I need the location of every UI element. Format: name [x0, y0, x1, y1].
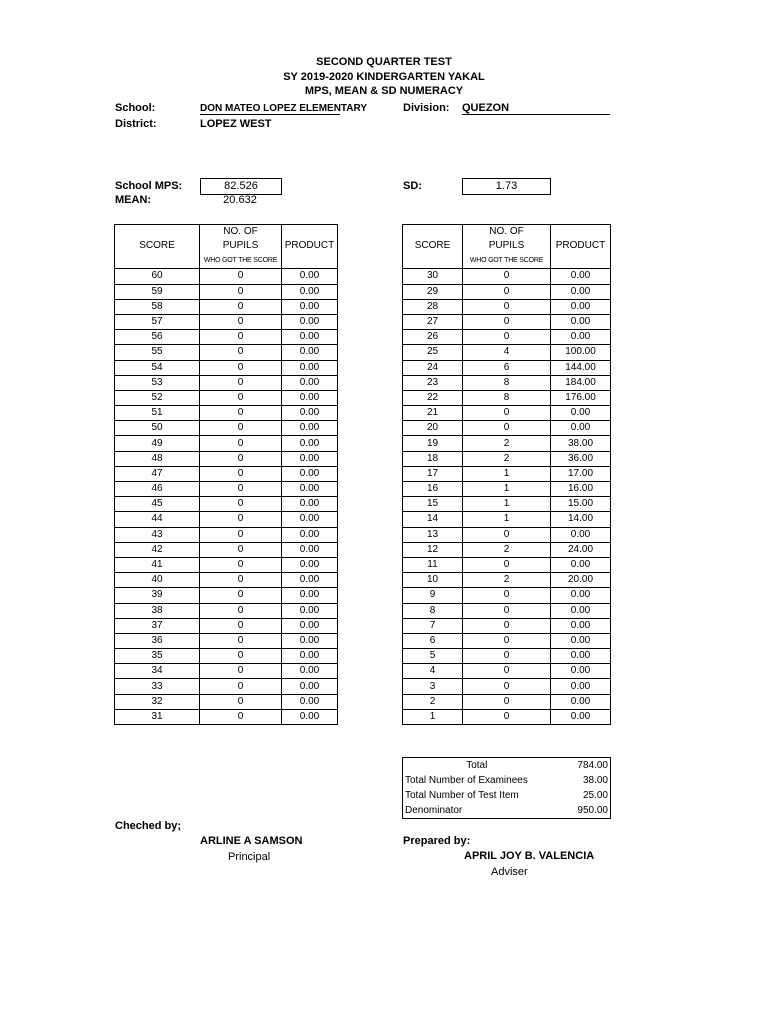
total-label: Total [466, 760, 488, 771]
pupils-cell: 0 [463, 269, 551, 284]
product-cell: 0.00 [282, 466, 338, 481]
product-cell: 0.00 [282, 330, 338, 345]
product-cell: 36.00 [551, 451, 611, 466]
table-row [403, 694, 611, 709]
score-cell: 35 [115, 649, 200, 664]
product-cell: 0.00 [282, 421, 338, 436]
score-header: SCORE [403, 239, 463, 253]
who-got-score-header: WHO GOT THE SCORE [469, 257, 544, 265]
pupils-cell: 0 [200, 466, 282, 481]
score-cell: 3 [403, 679, 463, 694]
who-got-score-header: WHO GOT THE SCORE [203, 257, 278, 265]
table-row [403, 527, 611, 542]
score-cell: 55 [115, 345, 200, 360]
table-row [115, 557, 338, 572]
pupils-cell: 0 [200, 375, 282, 390]
score-header: SCORE [115, 239, 200, 253]
pupils-cell: 1 [463, 512, 551, 527]
score-cell: 24 [403, 360, 463, 375]
score-cell: 12 [403, 542, 463, 557]
table-row [115, 421, 338, 436]
pupils-cell: 0 [200, 694, 282, 709]
score-cell: 4 [403, 664, 463, 679]
score-cell: 13 [403, 527, 463, 542]
table-row [403, 421, 611, 436]
pupils-cell: 0 [200, 679, 282, 694]
table-row [403, 436, 611, 451]
product-cell: 0.00 [282, 284, 338, 299]
pupils-cell: 0 [463, 527, 551, 542]
table-row [403, 649, 611, 664]
pupils-cell: 0 [200, 557, 282, 572]
product-cell: 0.00 [551, 664, 611, 679]
pupils-cell: 0 [463, 649, 551, 664]
product-cell: 176.00 [551, 390, 611, 405]
product-cell: 0.00 [282, 345, 338, 360]
district-label: District: [115, 118, 157, 130]
score-cell: 11 [403, 557, 463, 572]
product-cell: 0.00 [282, 588, 338, 603]
product-cell: 0.00 [282, 497, 338, 512]
table-row [115, 299, 338, 314]
table-row [115, 527, 338, 542]
table-row [403, 406, 611, 421]
product-cell: 0.00 [551, 649, 611, 664]
pupils-cell: 0 [200, 345, 282, 360]
score-cell: 7 [403, 618, 463, 633]
pupils-cell: 0 [463, 330, 551, 345]
score-cell: 40 [115, 573, 200, 588]
score-cell: 8 [403, 603, 463, 618]
score-cell: 31 [115, 709, 200, 724]
pupils-cell: 0 [200, 284, 282, 299]
score-cell: 59 [115, 284, 200, 299]
table-row [115, 406, 338, 421]
sd-label: SD: [403, 180, 422, 192]
product-cell: 0.00 [282, 390, 338, 405]
product-cell: 0.00 [551, 527, 611, 542]
score-header [115, 225, 200, 240]
product-cell: 15.00 [551, 497, 611, 512]
pupils-cell: 0 [463, 557, 551, 572]
product-cell: 0.00 [551, 603, 611, 618]
score-cell: 2 [403, 694, 463, 709]
score-cell: 39 [115, 588, 200, 603]
table-row [115, 512, 338, 527]
pupils-cell: 2 [463, 573, 551, 588]
score-cell: 29 [403, 284, 463, 299]
pupils-cell: 1 [463, 482, 551, 497]
product-cell: 0.00 [551, 618, 611, 633]
score-cell: 49 [115, 436, 200, 451]
product-cell: 144.00 [551, 360, 611, 375]
table-row [403, 603, 611, 618]
checked-by-title: Principal [228, 851, 271, 863]
pupils-cell: 0 [463, 709, 551, 724]
table-row [115, 633, 338, 648]
product-cell: 0.00 [551, 421, 611, 436]
score-cell: 9 [403, 588, 463, 603]
table-row [115, 588, 338, 603]
score-cell: 21 [403, 406, 463, 421]
pupils-cell: 0 [200, 406, 282, 421]
score-cell: 52 [115, 390, 200, 405]
pupils-cell: 0 [200, 512, 282, 527]
denominator-value: 950.00 [577, 805, 608, 816]
score-cell: 14 [403, 512, 463, 527]
score-cell: 51 [115, 406, 200, 421]
prepared-by-title: Adviser [491, 866, 528, 878]
checked-by-label: Cheched by; [115, 820, 182, 832]
product-cell: 0.00 [551, 557, 611, 572]
table-row [403, 588, 611, 603]
table-row [403, 482, 611, 497]
product-cell: 0.00 [282, 406, 338, 421]
table-row [403, 497, 611, 512]
pupils-cell: 0 [463, 664, 551, 679]
score-cell: 41 [115, 557, 200, 572]
test-items-value: 25.00 [582, 790, 608, 801]
score-cell: 57 [115, 314, 200, 329]
pupils-cell: 0 [200, 299, 282, 314]
score-cell: 17 [403, 466, 463, 481]
pupils-cell: 0 [200, 664, 282, 679]
product-cell: 0.00 [282, 649, 338, 664]
pupils-cell: 1 [463, 497, 551, 512]
totals-row [403, 803, 611, 819]
table-row [115, 314, 338, 329]
pupils-cell: 2 [463, 451, 551, 466]
pupils-cell: 0 [200, 709, 282, 724]
product-header: PRODUCT [282, 239, 338, 253]
table-row [403, 360, 611, 375]
mean-label: MEAN: [115, 194, 152, 206]
product-cell: 0.00 [282, 694, 338, 709]
table-row [115, 375, 338, 390]
no-of-header: NO. OF [200, 225, 282, 240]
pupils-header: PUPILS [200, 239, 282, 253]
table-row [403, 633, 611, 648]
table-row [115, 573, 338, 588]
score-cell: 46 [115, 482, 200, 497]
pupils-cell: 0 [200, 542, 282, 557]
pupils-cell: 1 [463, 466, 551, 481]
table-row [403, 664, 611, 679]
product-cell: 0.00 [282, 709, 338, 724]
score-cell: 28 [403, 299, 463, 314]
pupils-cell: 0 [200, 618, 282, 633]
examinees-label: Total Number of Examinees [405, 775, 528, 786]
score-cell: 50 [115, 421, 200, 436]
score-cell: 54 [115, 360, 200, 375]
product-cell: 0.00 [551, 330, 611, 345]
title-line-3: MPS, MEAN & SD NUMERACY [304, 85, 464, 97]
table-row [115, 709, 338, 724]
product-cell: 0.00 [282, 436, 338, 451]
test-items-label: Total Number of Test Item [405, 790, 519, 801]
score-cell: 16 [403, 482, 463, 497]
product-cell: 100.00 [551, 345, 611, 360]
product-cell: 184.00 [551, 375, 611, 390]
product-header: PRODUCT [551, 239, 611, 253]
table-row [115, 694, 338, 709]
district-value: LOPEZ WEST [200, 118, 272, 130]
table-row [115, 466, 338, 481]
pupils-cell: 0 [463, 406, 551, 421]
table-row [403, 679, 611, 694]
table-row [403, 375, 611, 390]
table-row [403, 557, 611, 572]
product-cell: 0.00 [282, 557, 338, 572]
pupils-cell: 0 [200, 527, 282, 542]
totals-table [402, 757, 611, 819]
pupils-cell: 0 [200, 330, 282, 345]
pupils-cell: 0 [200, 421, 282, 436]
score-cell: 33 [115, 679, 200, 694]
pupils-cell: 0 [200, 269, 282, 284]
pupils-cell: 0 [463, 603, 551, 618]
table-row [403, 299, 611, 314]
table-row [115, 649, 338, 664]
score-cell: 44 [115, 512, 200, 527]
table-row [115, 360, 338, 375]
table-row [115, 664, 338, 679]
pupils-cell: 2 [463, 436, 551, 451]
prepared-by-label: Prepared by: [403, 835, 471, 847]
table-row [403, 512, 611, 527]
score-table-left [114, 224, 338, 725]
pupils-cell: 0 [200, 649, 282, 664]
product-cell: 0.00 [551, 284, 611, 299]
score-cell: 60 [115, 269, 200, 284]
score-cell: 37 [115, 618, 200, 633]
score-cell: 30 [403, 269, 463, 284]
score-cell: 36 [115, 633, 200, 648]
pupils-cell: 0 [463, 299, 551, 314]
pupils-cell: 2 [463, 542, 551, 557]
product-cell: 17.00 [551, 466, 611, 481]
score-cell: 27 [403, 314, 463, 329]
score-cell: 26 [403, 330, 463, 345]
table-row [115, 345, 338, 360]
pupils-cell: 0 [200, 451, 282, 466]
score-cell: 34 [115, 664, 200, 679]
total-value: 784.00 [577, 760, 608, 771]
product-cell: 0.00 [551, 588, 611, 603]
product-cell: 0.00 [551, 679, 611, 694]
division-value: QUEZON [462, 102, 610, 115]
product-cell: 0.00 [282, 664, 338, 679]
pupils-cell: 4 [463, 345, 551, 360]
product-cell: 0.00 [551, 633, 611, 648]
score-cell: 15 [403, 497, 463, 512]
product-cell: 0.00 [282, 375, 338, 390]
table-row [403, 709, 611, 724]
score-cell: 5 [403, 649, 463, 664]
no-of-header: NO. OF [463, 225, 551, 240]
table-row [403, 466, 611, 481]
table-row [115, 603, 338, 618]
product-cell: 0.00 [282, 269, 338, 284]
mean-value: 20.632 [223, 194, 257, 206]
table-row [115, 284, 338, 299]
score-cell: 56 [115, 330, 200, 345]
score-cell: 53 [115, 375, 200, 390]
pupils-cell: 0 [200, 633, 282, 648]
score-cell: 19 [403, 436, 463, 451]
pupils-cell: 0 [200, 436, 282, 451]
mps-label: School MPS: [115, 180, 183, 192]
product-cell: 0.00 [282, 360, 338, 375]
pupils-header: PUPILS [463, 239, 551, 253]
product-cell: 0.00 [282, 482, 338, 497]
pupils-cell: 0 [200, 588, 282, 603]
pupils-cell: 0 [463, 618, 551, 633]
table-row [115, 436, 338, 451]
score-cell: 42 [115, 542, 200, 557]
table-row [403, 390, 611, 405]
pupils-cell: 0 [200, 360, 282, 375]
product-cell: 0.00 [551, 314, 611, 329]
pupils-cell: 0 [463, 421, 551, 436]
product-cell: 0.00 [282, 299, 338, 314]
score-cell: 10 [403, 573, 463, 588]
pupils-cell: 0 [200, 482, 282, 497]
table-row [115, 451, 338, 466]
product-cell: 24.00 [551, 542, 611, 557]
pupils-cell: 0 [463, 314, 551, 329]
mps-value: 82.526 [200, 178, 282, 195]
pupils-cell: 0 [463, 588, 551, 603]
table-row [115, 679, 338, 694]
totals-row [403, 788, 611, 803]
product-cell: 38.00 [551, 436, 611, 451]
product-cell: 20.00 [551, 573, 611, 588]
school-label: School: [115, 102, 156, 114]
title-line-1: SECOND QUARTER TEST [316, 56, 452, 68]
score-cell: 45 [115, 497, 200, 512]
product-cell: 0.00 [282, 527, 338, 542]
pupils-cell: 0 [463, 679, 551, 694]
product-cell: 0.00 [282, 603, 338, 618]
table-row [403, 573, 611, 588]
product-cell: 0.00 [282, 618, 338, 633]
table-row [403, 618, 611, 633]
totals-row [403, 773, 611, 788]
product-cell: 0.00 [282, 542, 338, 557]
sd-value: 1.73 [462, 178, 551, 195]
table-row [403, 314, 611, 329]
product-cell: 0.00 [282, 633, 338, 648]
product-cell: 14.00 [551, 512, 611, 527]
title-line-2: SY 2019-2020 KINDERGARTEN YAKAL [283, 71, 485, 83]
pupils-cell: 0 [200, 390, 282, 405]
table-row [403, 330, 611, 345]
table-row [403, 269, 611, 284]
pupils-cell: 8 [463, 390, 551, 405]
table-row [115, 269, 338, 284]
score-cell: 38 [115, 603, 200, 618]
pupils-cell: 0 [463, 694, 551, 709]
table-row [403, 284, 611, 299]
product-cell: 0.00 [551, 709, 611, 724]
pupils-cell: 0 [463, 633, 551, 648]
division-label: Division: [403, 102, 450, 114]
score-cell: 6 [403, 633, 463, 648]
score-cell: 22 [403, 390, 463, 405]
pupils-cell: 0 [200, 497, 282, 512]
table-row [403, 542, 611, 557]
examinees-value: 38.00 [582, 775, 608, 786]
table-row [115, 390, 338, 405]
score-cell: 20 [403, 421, 463, 436]
score-cell: 18 [403, 451, 463, 466]
denominator-label: Denominator [405, 805, 463, 816]
school-value: DON MATEO LOPEZ ELEMENTARY [200, 103, 368, 114]
pupils-cell: 0 [463, 284, 551, 299]
prepared-by-name: APRIL JOY B. VALENCIA [464, 850, 595, 862]
score-cell: 1 [403, 709, 463, 724]
product-cell: 0.00 [282, 679, 338, 694]
pupils-cell: 8 [463, 375, 551, 390]
table-row [403, 451, 611, 466]
table-row [115, 330, 338, 345]
pupils-cell: 0 [200, 573, 282, 588]
score-table-right [402, 224, 611, 725]
score-cell: 32 [115, 694, 200, 709]
product-cell: 0.00 [551, 269, 611, 284]
table-row [115, 542, 338, 557]
score-cell: 23 [403, 375, 463, 390]
product-cell: 0.00 [282, 314, 338, 329]
table-row [403, 345, 611, 360]
score-cell: 25 [403, 345, 463, 360]
checked-by-name: ARLINE A SAMSON [200, 835, 303, 847]
product-cell: 0.00 [551, 299, 611, 314]
pupils-cell: 0 [200, 314, 282, 329]
product-cell: 0.00 [282, 451, 338, 466]
product-cell: 0.00 [551, 694, 611, 709]
table-row [115, 618, 338, 633]
product-cell: 0.00 [282, 512, 338, 527]
score-cell: 48 [115, 451, 200, 466]
product-cell: 0.00 [282, 573, 338, 588]
table-row [115, 482, 338, 497]
pupils-cell: 6 [463, 360, 551, 375]
score-cell: 43 [115, 527, 200, 542]
pupils-cell: 0 [200, 603, 282, 618]
score-cell: 58 [115, 299, 200, 314]
totals-row [403, 758, 611, 774]
score-cell: 47 [115, 466, 200, 481]
product-cell: 0.00 [551, 406, 611, 421]
table-row [115, 497, 338, 512]
product-cell: 16.00 [551, 482, 611, 497]
